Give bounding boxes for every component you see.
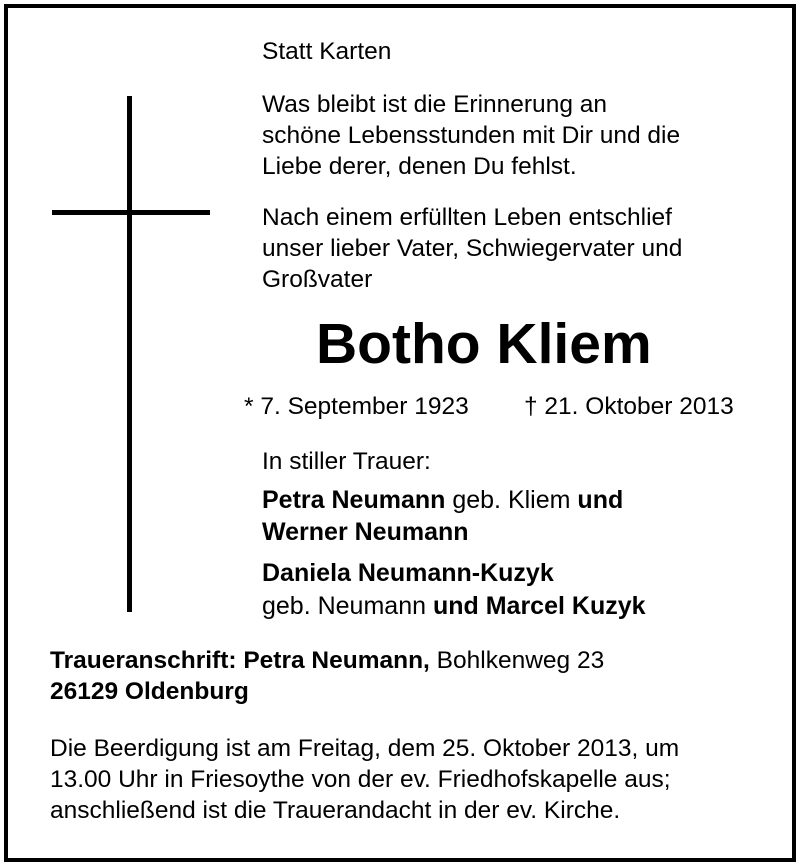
death-date: † 21. Oktober 2013	[524, 393, 734, 420]
announcement-line: Nach einem erfüllten Leben entschlief	[262, 204, 672, 231]
announcement	[262, 202, 682, 295]
announcement-line: unser lieber Vater, Schwiegervater und	[262, 235, 683, 262]
maiden-name: geb. Kliem	[452, 486, 571, 514]
mourner-name: Petra Neumann	[262, 486, 446, 514]
mourner-line	[262, 557, 554, 590]
header-text: Statt Karten	[262, 38, 392, 65]
funeral-line: Die Beerdigung ist am Freitag, dem 25. Oktober 2013, um	[50, 735, 680, 762]
mourner-name: Daniela Neumann-Kuzyk	[262, 559, 554, 587]
mourner-line	[262, 590, 646, 623]
address-city: 26129 Oldenburg	[50, 678, 249, 705]
maiden-name: geb. Neumann	[262, 592, 427, 620]
deceased-name: Botho Kliem	[316, 312, 652, 376]
poem-line: Liebe derer, denen Du fehlst.	[262, 153, 577, 180]
mourning-address	[50, 645, 604, 707]
mourner-name: Werner Neumann	[262, 518, 469, 546]
poem-line: schöne Lebensstunden mit Dir und die	[262, 122, 681, 149]
conjunction: und	[577, 486, 624, 514]
poem-line: Was bleibt ist die Erinnerung an	[262, 91, 607, 118]
address-line	[50, 645, 604, 676]
funeral-info	[50, 733, 679, 826]
announcement-line: Großvater	[262, 266, 373, 293]
poem	[262, 89, 680, 182]
mourning-intro: In stiller Trauer:	[262, 448, 431, 475]
funeral-line: 13.00 Uhr in Friesoythe von der ev. Friedhofskapelle aus;	[50, 766, 671, 793]
cross-icon	[127, 96, 132, 612]
funeral-line: anschließend ist die Trauerandacht in der ev. Kirche.	[50, 797, 621, 824]
mourner-line	[262, 516, 469, 549]
address-street: Bohlkenweg 23	[436, 647, 605, 674]
address-label: Traueranschrift: Petra Neumann,	[50, 647, 430, 674]
mourner-name: und Marcel Kuzyk	[432, 592, 646, 620]
mourner-line	[262, 484, 623, 517]
cross-icon-bar	[52, 210, 210, 215]
birth-date: * 7. September 1923	[244, 393, 469, 420]
